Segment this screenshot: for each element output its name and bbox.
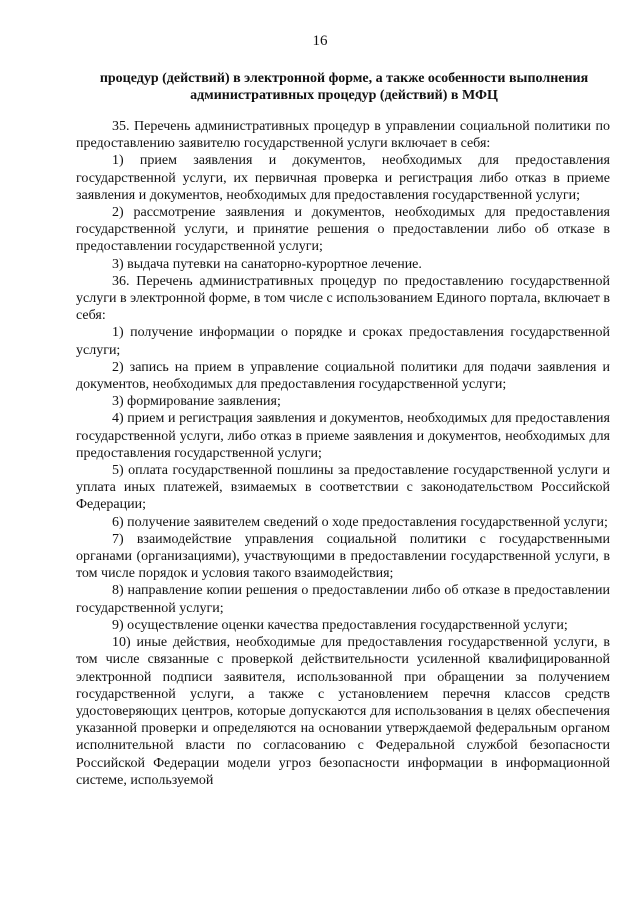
list-item-36-4: 4) прием и регистрация заявления и документов, необходимых для предоставления государственной услуги, либо отказ в приеме заявления и документов, необходимых для предоставления государственной услуги; [76,411,610,461]
list-item-36-5: 5) оплата государственной пошлины за предоставление государственной услуги и уплата иных платежей, взимаемых в соответствии с законодательством Российской Федерации; [76,463,610,513]
list-item-36-2: 2) запись на прием в управление социальной политики для подачи заявления и документов, необходимых для предоставления государственной услуги; [76,359,610,393]
list-item-36-9: 9) осуществление оценки качества предоставления государственной услуги; [112,617,568,633]
page-number: 16 [312,33,328,49]
section-heading-line-1: процедур (действий) в электронной форме, а также особенности выполнения [99,71,589,86]
list-item-35-2: 2) рассмотрение заявления и документов, необходимых для предоставления государственной услуги, и принятие решения о предоставлении либо об отказе в предоставлении государственной услуги; [76,205,610,255]
document-body [76,118,610,789]
section-heading-line-2: административных процедур (действий) в МФЦ [190,88,498,103]
list-item-36-1: 1) получение информации о порядке и сроках предоставления государственной услуги; [76,325,610,358]
paragraph-36: 36. Перечень административных процедур по предоставлению государственной услуги в электронной форме, в том числе с использованием Единого портала, включает в себя: [76,273,610,324]
list-item-35-1: 1) прием заявления и документов, необходимых для предоставления государственной услуги, их первичная проверка и регистрация либо отказ в приеме заявления и документов, необходимых для предоставления государственной услуги; [76,153,610,203]
list-item-36-6: 6) получение заявителем сведений о ходе предоставления государственной услуги; [112,514,608,530]
list-item-36-10: 10) иные действия, необходимые для предоставления государственной услуги, в том числе связанные с проверкой действительности усиленной квалифицированной электронной подписи заявителя, использованной при обращении за получением государственной услуги, а также с установлением перечня классов средств удостоверяющих центров, которые допускаются для использования в целях обеспечения указанной проверки и определяются на основании утверждаемой федеральным органом исполнительной власти по согласованию с Федеральной службой безопасности Российской Федерации модели угроз безопасности информации в информационной системе, используемой [76,635,610,788]
list-item-35-3: 3) выдача путевки на санаторно-курортное лечение. [112,256,422,272]
list-item-36-7: 7) взаимодействие управления социальной политики с государственными органами (организациями), участвующими в предоставлении государственной услуги, в том числе порядок и условия такого взаимодействия; [76,531,610,582]
paragraph-35: 35. Перечень административных процедур в управлении социальной политики по предоставлению заявителю государственной услуги включает в себя: [76,119,610,152]
list-item-36-8: 8) направление копии решения о предоставлении либо об отказе в предоставлении государственной услуги; [76,583,610,616]
list-item-36-3: 3) формирование заявления; [112,394,281,410]
section-heading [78,70,610,104]
